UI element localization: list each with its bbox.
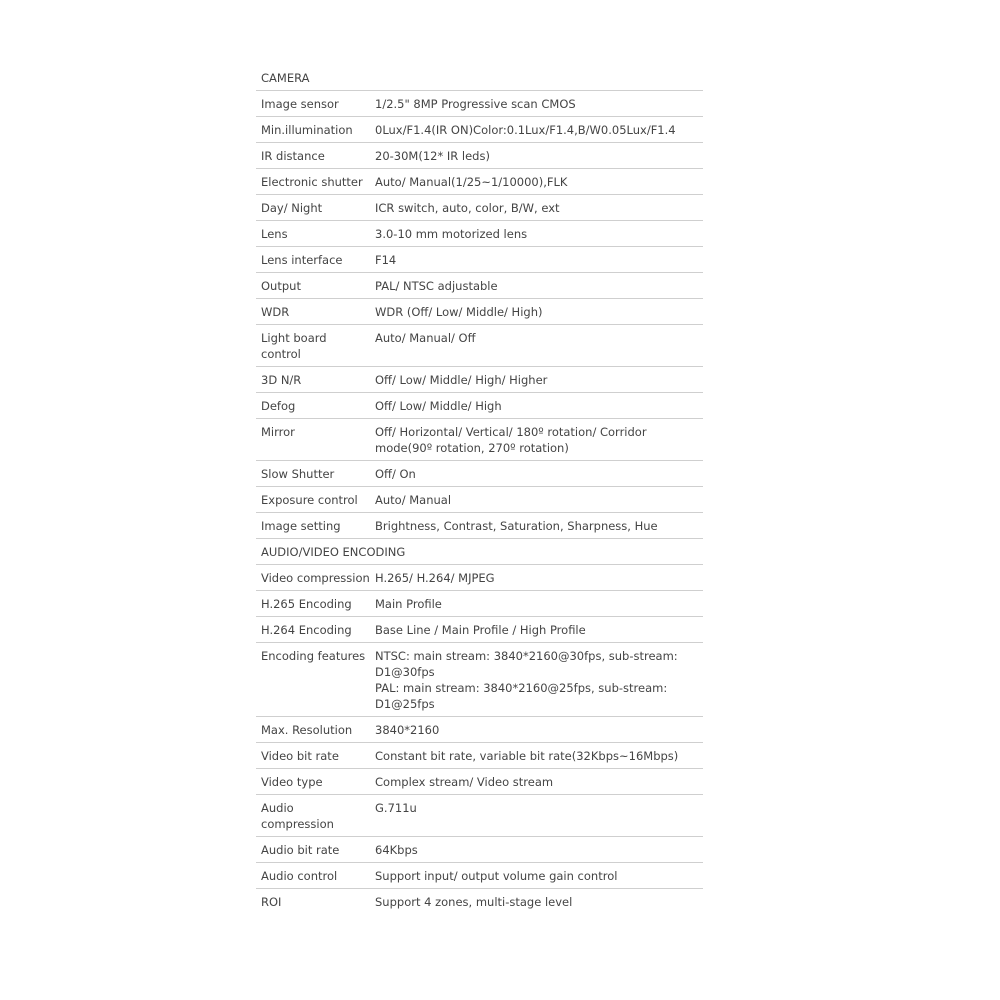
spec-value: F14 — [375, 253, 397, 267]
section-title: CAMERA — [261, 71, 310, 85]
spec-label: Slow Shutter — [261, 467, 335, 481]
spec-value: 3840*2160 — [375, 723, 440, 737]
spec-value: PAL/ NTSC adjustable — [375, 279, 498, 293]
spec-row — [256, 195, 703, 221]
spec-value: Base Line / Main Profile / High Profile — [375, 623, 586, 637]
spec-label: Audio control — [261, 869, 338, 883]
spec-row — [256, 889, 703, 914]
spec-label: Output — [261, 279, 301, 293]
spec-label: H.264 Encoding — [261, 623, 352, 637]
spec-value: Support 4 zones, multi-stage level — [375, 895, 573, 909]
spec-value: Support input/ output volume gain control — [375, 869, 618, 883]
spec-row — [256, 461, 703, 487]
spec-value: Main Profile — [375, 597, 442, 611]
spec-row — [256, 221, 703, 247]
spec-label: Electronic shutter — [261, 175, 363, 189]
spec-label: Audio compression — [261, 801, 334, 831]
spec-row — [256, 169, 703, 195]
spec-row — [256, 367, 703, 393]
spec-row — [256, 393, 703, 419]
spec-value: 3.0-10 mm motorized lens — [375, 227, 528, 241]
spec-row — [256, 591, 703, 617]
spec-label: Image sensor — [261, 97, 339, 111]
spec-value: Off/ Horizontal/ Vertical/ 180º rotation/ Corridor mode(90º rotation, 270º rotation) — [375, 425, 647, 455]
spec-row — [256, 617, 703, 643]
spec-row — [256, 247, 703, 273]
spec-row — [256, 565, 703, 591]
spec-row — [256, 795, 703, 837]
section-header-row — [256, 65, 703, 91]
spec-label: Encoding features — [261, 649, 366, 663]
spec-row — [256, 91, 703, 117]
spec-value: Brightness, Contrast, Saturation, Sharpness, Hue — [375, 519, 658, 533]
spec-row — [256, 769, 703, 795]
spec-label: Min.illumination — [261, 123, 353, 137]
spec-value: Auto/ Manual(1/25~1/10000),FLK — [375, 175, 568, 189]
spec-value: Constant bit rate, variable bit rate(32Kbps~16Mbps) — [375, 749, 679, 763]
spec-row — [256, 643, 703, 717]
spec-label: Exposure control — [261, 493, 358, 507]
section-title: AUDIO/VIDEO ENCODING — [261, 545, 406, 559]
spec-row — [256, 143, 703, 169]
spec-value: 1/2.5" 8MP Progressive scan CMOS — [375, 97, 576, 111]
spec-label: Video type — [261, 775, 323, 789]
spec-row — [256, 299, 703, 325]
spec-label: 3D N/R — [261, 373, 302, 387]
spec-label: Lens interface — [261, 253, 343, 267]
spec-value: 0Lux/F1.4(IR ON)Color:0.1Lux/F1.4,B/W0.05Lux/F1.4 — [375, 123, 676, 137]
spec-label: H.265 Encoding — [261, 597, 352, 611]
spec-row — [256, 717, 703, 743]
spec-row — [256, 487, 703, 513]
spec-label: WDR — [261, 305, 290, 319]
spec-label: Audio bit rate — [261, 843, 340, 857]
spec-label: ROI — [261, 895, 282, 909]
spec-label: IR distance — [261, 149, 325, 163]
spec-label: Video bit rate — [261, 749, 339, 763]
section-header-row — [256, 539, 703, 565]
spec-value: NTSC: main stream: 3840*2160@30fps, sub-stream: D1@30fps PAL: main stream: 3840*2160@25fps, sub-stream: D1@25fps — [375, 649, 678, 711]
spec-row — [256, 837, 703, 863]
spec-value: Off/ Low/ Middle/ High/ Higher — [375, 373, 548, 387]
spec-label: Light board control — [261, 331, 327, 361]
spec-value: Off/ On — [375, 467, 416, 481]
spec-label: Lens — [261, 227, 288, 241]
spec-value: ICR switch, auto, color, B/W, ext — [375, 201, 560, 215]
spec-label: Image setting — [261, 519, 341, 533]
spec-label: Max. Resolution — [261, 723, 353, 737]
spec-row — [256, 117, 703, 143]
spec-value: WDR (Off/ Low/ Middle/ High) — [375, 305, 543, 319]
spec-value: Off/ Low/ Middle/ High — [375, 399, 502, 413]
spec-row — [256, 513, 703, 539]
spec-value: 64Kbps — [375, 843, 418, 857]
spec-label: Video compression — [261, 571, 370, 585]
spec-value: 20-30M(12* IR leds) — [375, 149, 490, 163]
spec-label: Day/ Night — [261, 201, 323, 215]
spec-value: Complex stream/ Video stream — [375, 775, 554, 789]
spec-label: Mirror — [261, 425, 295, 439]
spec-label: Defog — [261, 399, 296, 413]
spec-value: Auto/ Manual — [375, 493, 452, 507]
spec-value: H.265/ H.264/ MJPEG — [375, 571, 495, 585]
spec-row — [256, 273, 703, 299]
spec-row — [256, 419, 703, 461]
spec-row — [256, 863, 703, 889]
spec-row — [256, 743, 703, 769]
spec-table — [256, 65, 703, 914]
spec-value: Auto/ Manual/ Off — [375, 331, 476, 345]
spec-value: G.711u — [375, 801, 417, 815]
spec-row — [256, 325, 703, 367]
